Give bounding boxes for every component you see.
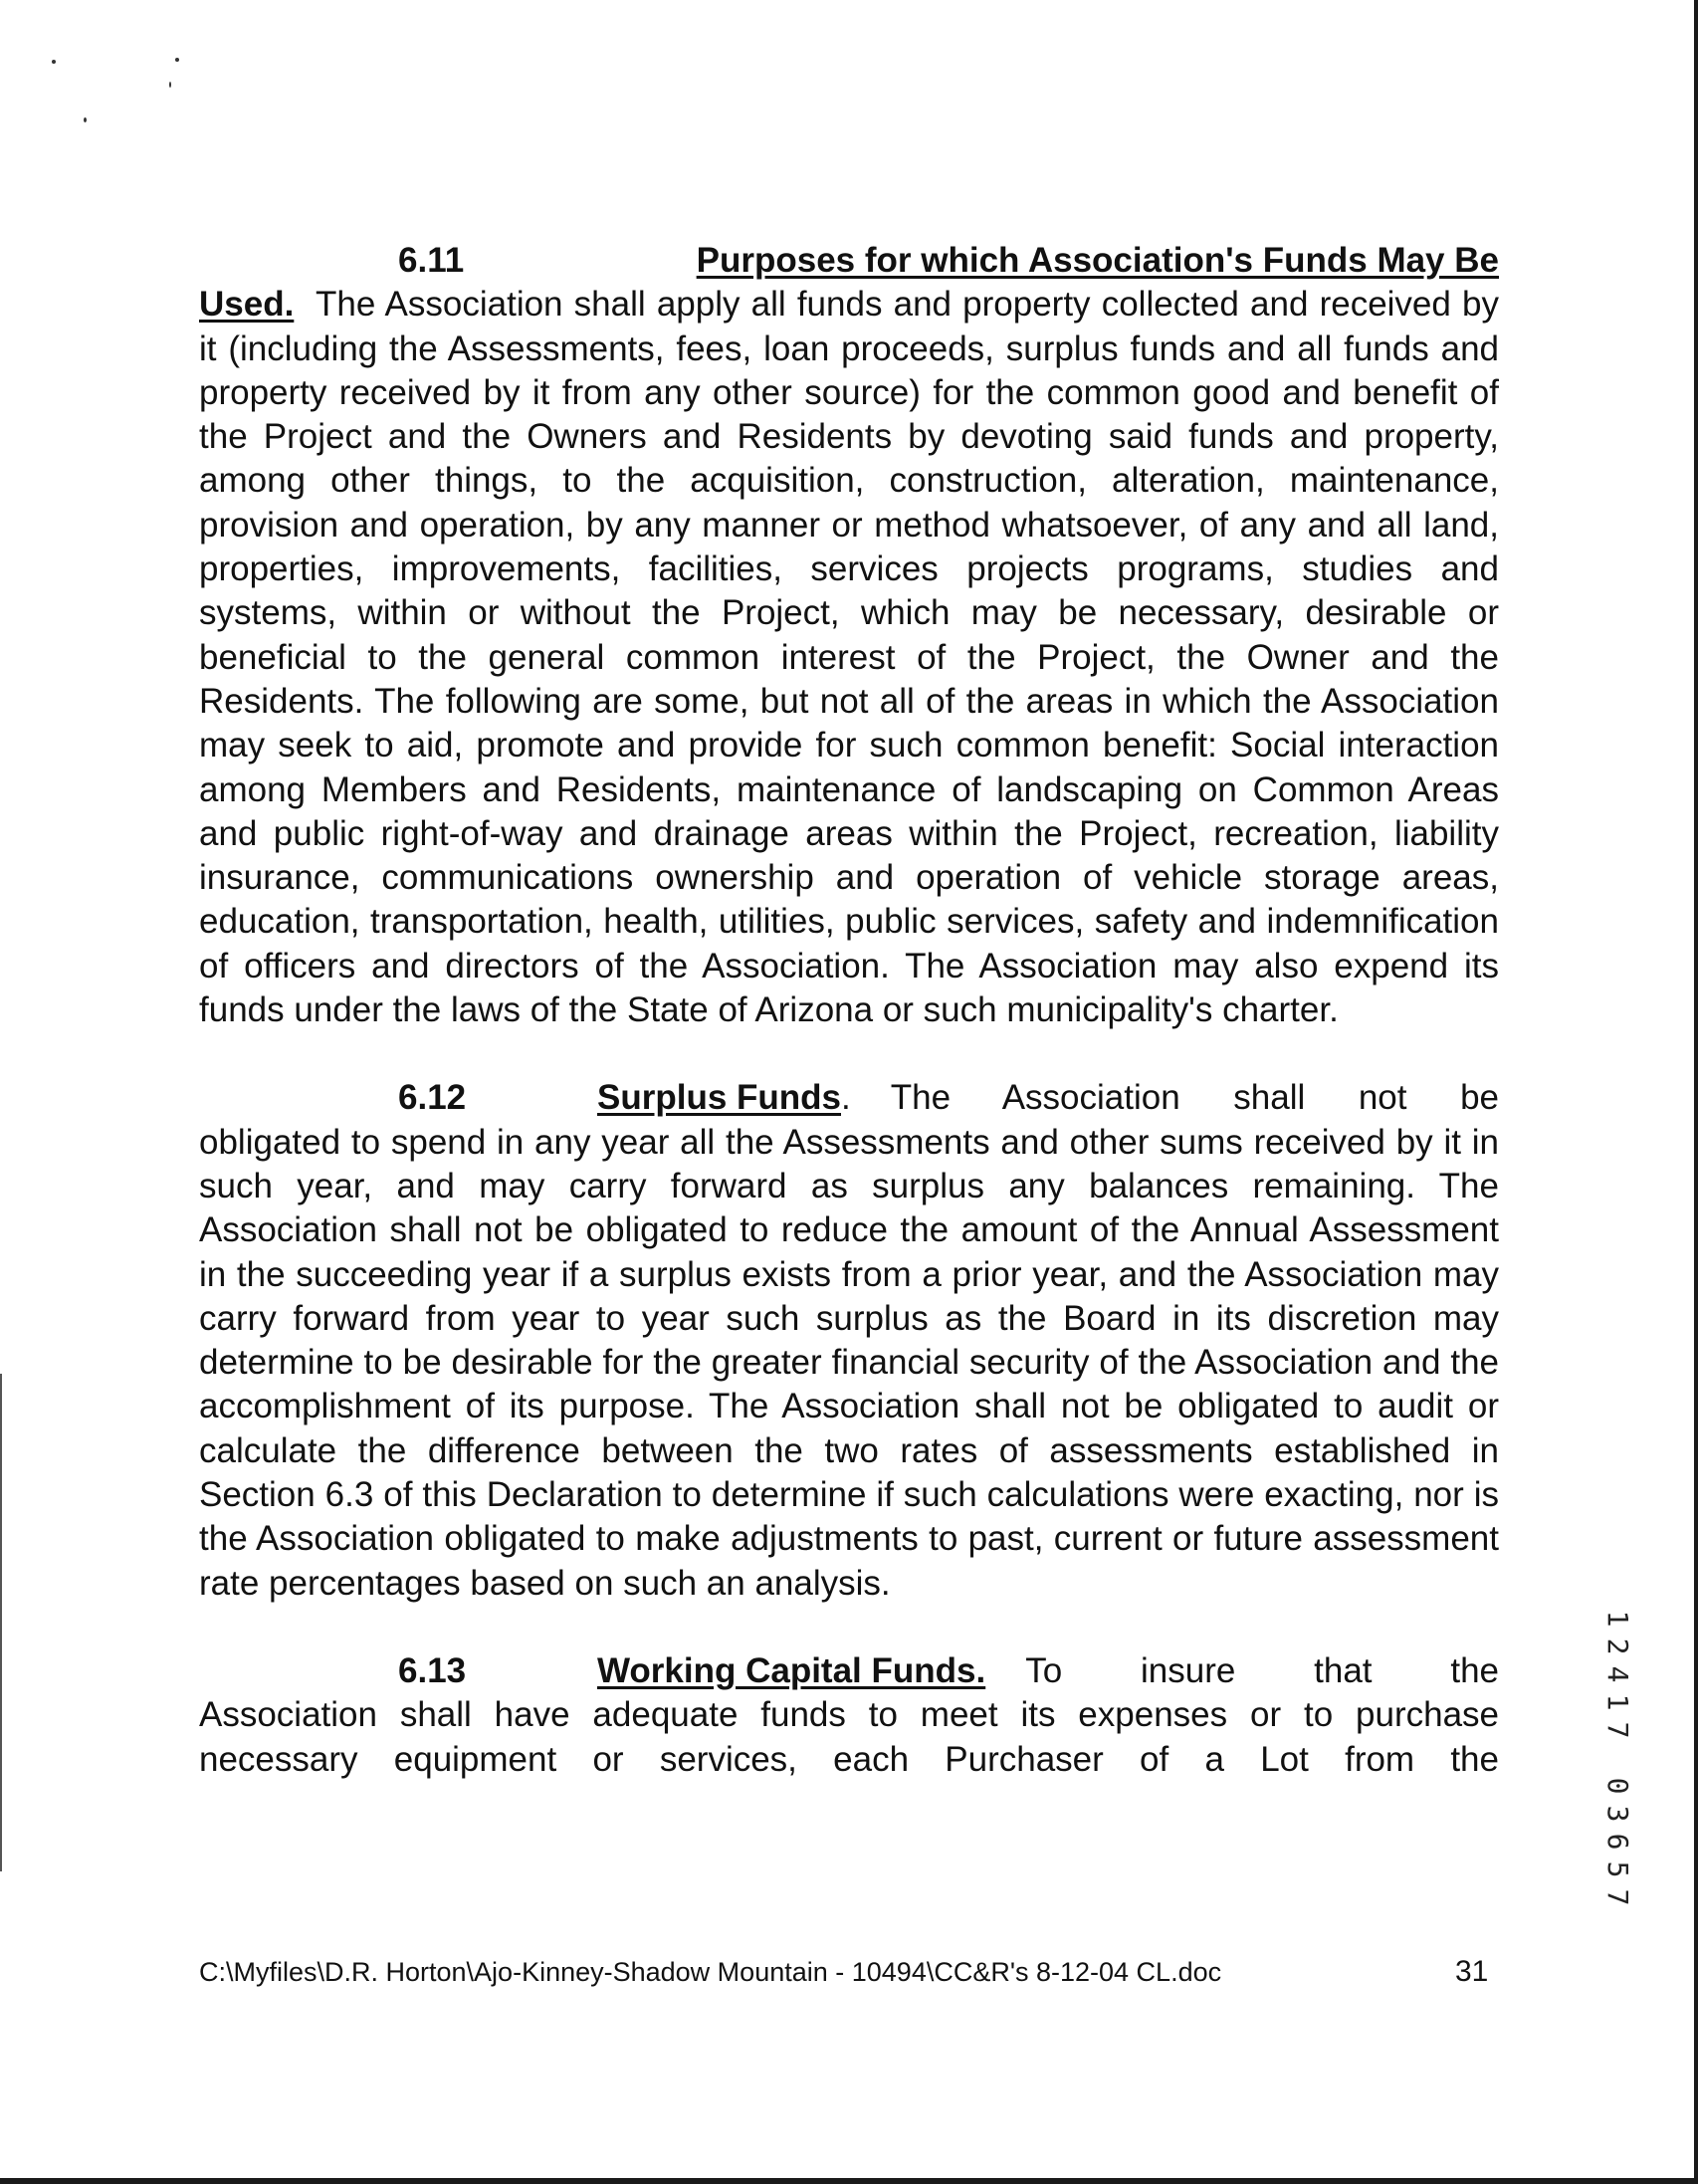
heading-wrap: Surplus Funds.	[597, 1078, 851, 1118]
heading-row	[597, 1649, 1499, 1693]
scan-speck	[169, 82, 171, 88]
stamp-digit: 3	[1601, 1805, 1634, 1823]
recording-page-number	[1597, 1772, 1637, 1911]
recording-book-number	[1597, 1605, 1637, 1744]
scan-speck	[84, 117, 87, 122]
scan-speck	[52, 60, 56, 64]
stamp-digit: 5	[1601, 1860, 1634, 1878]
section-lead	[1025, 1649, 1499, 1693]
page-number: 31	[1455, 1955, 1489, 1988]
section-body	[199, 1121, 1499, 1606]
section-text: obligated to spend in any year all the Assessments and other sums received by it in such year, and may carry forward as surplus any balances remaining. The Association shall not be obligated to reduce the amount of the Annual Assessment in the succeeding year if a surplus exists from a prior year, and the Association may carry forward from year to year such surplus as the Board in its discretion may determine to be desirable for the greater financial security of the Association and the accomplishment of its purpose. The Association shall not be obligated to audit or calculate the difference between the two rates of assessments established in Section 6.3 of this Declaration to determine if such calculations were exacting, nor is the Association obligated to make adjustments to past, current or future assessment rate percentages based on such an analysis.	[199, 1122, 1499, 1603]
section-number: 6.11	[398, 241, 465, 280]
stamp-digit: 7	[1601, 1721, 1634, 1739]
heading-row	[597, 1076, 1499, 1120]
section-heading: Purposes for which Association's Funds May Be	[696, 241, 1499, 280]
stamp-digit: 2	[1601, 1638, 1634, 1655]
stamp-digit: 6	[1601, 1833, 1634, 1851]
section-text: Association shall have adequate funds to meet its expenses or to purchase necessary equipment or services, each Purchaser of a Lot from the	[199, 1695, 1499, 1779]
section-body	[199, 1693, 1499, 1782]
section-number: 6.12	[398, 1078, 467, 1118]
scan-speck	[175, 58, 179, 62]
stamp-digit: 1	[1601, 1610, 1634, 1628]
section-6-12	[199, 1076, 1499, 1606]
section-heading-continued: Used.	[199, 285, 295, 325]
section-heading: Working Capital Funds.	[597, 1650, 986, 1690]
section-heading-line	[199, 1076, 1499, 1120]
document-body	[199, 239, 1499, 1782]
section-6-11	[199, 239, 1499, 1032]
stamp-digit: 4	[1601, 1665, 1634, 1683]
section-heading: Surplus Funds	[597, 1078, 841, 1118]
scan-edge-left	[0, 1374, 2, 1871]
stamp-digit: 0	[1601, 1777, 1634, 1795]
section-lead-text: To insure that the	[1025, 1650, 1499, 1690]
section-6-13	[199, 1649, 1499, 1782]
section-text: The Association shall apply all funds and property collected and received by it (including the Assessments, fees, loan proceeds, surplus funds and all funds and property received by it from any other source) for the common good and benefit of the Project and the Owners and Residents by devoting said funds and property, among other things, to the acquisition, construction, alteration, maintenance, provision and operation, by any manner or method whatsoever, of any and all land, properties, improvements, facilities, services projects programs, studies and systems, within or without the Project, which may be necessary, desirable or beneficial to the general common interest of the Project, the Owner and the Residents. The following are some, but not all of the areas in which the Association may seek to aid, promote and provide for such common benefit: Social interaction among Members and Residents, maintenance of landscaping on Common Areas and public right-of-way and drainage areas within the Project, recreation, liability insurance, communications ownership and operation of vehicle storage areas, education, transportation, health, utilities, public services, safety and indemnification of officers and directors of the Association. The Association may also expend its funds under the laws of the State of Arizona or such municipality's charter.	[199, 285, 1499, 1030]
section-number: 6.13	[398, 1650, 467, 1690]
section-lead-text: The Association shall not be	[890, 1078, 1499, 1118]
section-heading-line	[199, 239, 1499, 283]
section-lead	[891, 1076, 1499, 1120]
section-body	[199, 283, 1499, 1032]
scan-edge-bottom	[0, 2178, 1698, 2184]
footer-file-path: C:\Myfiles\D.R. Horton\Ajo-Kinney-Shadow Mountain - 10494\CC&R's 8-12-04 CL.doc	[199, 1957, 1222, 1987]
scan-edge-right	[1694, 0, 1698, 2184]
recording-stamp	[1597, 1605, 1637, 1911]
stamp-digit: 7	[1601, 1888, 1634, 1906]
section-heading-line	[199, 1649, 1499, 1693]
stamp-digit: 1	[1601, 1693, 1634, 1711]
